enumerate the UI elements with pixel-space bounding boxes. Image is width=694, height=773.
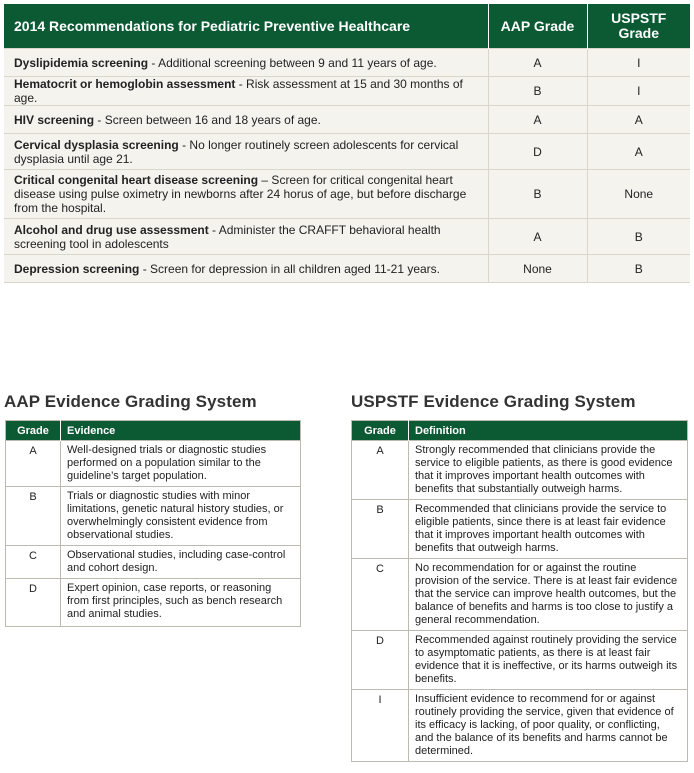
aap-evidence-col-header: Evidence (61, 421, 301, 441)
definition-cell: Insufficient evidence to recommend for or against routinely providing the service, given that evidence of its efficacy is lacking, of poor quality, or conflicting, and the balance of its benefits and harms cannot be determined. (409, 690, 688, 762)
recommendation-cell (4, 219, 488, 255)
aap-grade-cell: None (488, 255, 587, 283)
table-row (352, 441, 688, 500)
aap-grading-title: AAP Evidence Grading System (4, 392, 257, 411)
aap-grade-header: AAP Grade (488, 4, 587, 49)
evidence-cell: Trials or diagnostic studies with minor limitations, genetic natural history studies, or overwhelmingly consistent evidence from observational studies. (61, 487, 301, 546)
uspstf-grade-cell: B (587, 255, 690, 283)
aap-grade-col-header: Grade (6, 421, 61, 441)
recommendation-desc: - Risk assessment at 15 and 30 months of age. (14, 77, 463, 105)
table-row (4, 106, 690, 134)
recommendations-table (4, 4, 690, 283)
grade-cell: B (6, 487, 61, 546)
uspstf-grade-header-line2: Grade (618, 25, 659, 41)
table-row (6, 546, 301, 579)
recommendations-header-row (4, 4, 690, 49)
uspstf-grade-cell: None (587, 170, 690, 219)
aap-grade-cell: A (488, 219, 587, 255)
table-row (352, 559, 688, 631)
recommendation-cell (4, 49, 488, 77)
table-row (352, 690, 688, 762)
aap-grading-header-row (6, 421, 301, 441)
recommendation-name: Alcohol and drug use assessment (14, 222, 209, 237)
aap-grade-cell: D (488, 134, 587, 170)
grade-cell: I (352, 690, 409, 762)
recommendation-cell (4, 255, 488, 283)
table-row (4, 219, 690, 255)
recommendation-desc: - Screen for depression in all children aged 11-21 years. (139, 261, 440, 276)
aap-grading-table (5, 420, 301, 627)
uspstf-grade-cell: I (587, 77, 690, 106)
table-row (6, 579, 301, 627)
uspstf-grade-header (587, 4, 690, 49)
recommendation-desc: - Screen between 16 and 18 years of age. (94, 112, 321, 127)
recommendation-cell (4, 134, 488, 170)
recommendations-title: 2014 Recommendations for Pediatric Preventive Healthcare (4, 4, 488, 49)
uspstf-grading-header-row (352, 421, 688, 441)
grade-cell: B (352, 500, 409, 559)
aap-grade-cell: A (488, 106, 587, 134)
recommendation-name: Hematocrit or hemoglobin assessment (14, 77, 236, 91)
uspstf-grading-title: USPSTF Evidence Grading System (351, 392, 636, 411)
uspstf-definition-col-header: Definition (409, 421, 688, 441)
uspstf-grade-cell: A (587, 106, 690, 134)
recommendation-desc: - Additional screening between 9 and 11 years of age. (148, 55, 437, 70)
uspstf-grade-cell: I (587, 49, 690, 77)
definition-cell: Strongly recommended that clinicians provide the service to eligible patients, as there is good evidence that it improves important health outcomes with benefits that substantially outweigh harms. (409, 441, 688, 500)
recommendation-name: Cervical dysplasia screening (14, 137, 179, 152)
recommendation-desc: - No longer routinely screen adolescents for cervical dysplasia until age 21. (14, 137, 459, 166)
evidence-cell: Observational studies, including case-control and cohort design. (61, 546, 301, 579)
recommendation-desc: - Administer the CRAFFT behavioral health screening tool in adolescents (14, 222, 441, 251)
grade-cell: D (6, 579, 61, 627)
table-row (4, 255, 690, 283)
uspstf-grade-col-header: Grade (352, 421, 409, 441)
recommendation-desc: – Screen for critical congenital heart disease using pulse oximetry in newborns after 24 horus of age, but before discharge from the hospital. (14, 173, 467, 215)
table-row (4, 77, 690, 106)
grade-cell: C (352, 559, 409, 631)
table-row (352, 631, 688, 690)
recommendation-name: Critical congenital heart disease screening (14, 173, 259, 187)
uspstf-grade-cell: A (587, 134, 690, 170)
table-row (4, 49, 690, 77)
grade-cell: A (6, 441, 61, 487)
aap-grade-cell: B (488, 170, 587, 219)
evidence-cell: Expert opinion, case reports, or reasoning from first principles, such as bench research and animal studies. (61, 579, 301, 627)
recommendation-name: HIV screening (14, 112, 95, 127)
uspstf-grade-cell: B (587, 219, 690, 255)
table-row (6, 441, 301, 487)
table-row (352, 500, 688, 559)
grade-cell: D (352, 631, 409, 690)
aap-grade-cell: B (488, 77, 587, 106)
table-row (4, 170, 690, 219)
table-row (4, 134, 690, 170)
recommendation-cell (4, 170, 488, 219)
table-row (6, 487, 301, 546)
definition-cell: Recommended against routinely providing the service to asymptomatic patients, as there is at least fair evidence that it is ineffective, or its harms outweigh its benefits. (409, 631, 688, 690)
recommendation-cell (4, 106, 488, 134)
aap-grade-cell: A (488, 49, 587, 77)
uspstf-grading-table (351, 420, 688, 762)
grade-cell: A (352, 441, 409, 500)
grade-cell: C (6, 546, 61, 579)
recommendation-name: Dyslipidemia screening (14, 55, 149, 70)
definition-cell: No recommendation for or against the routine provision of the service. There is at least fair evidence that the service can improve health outcomes, but the balance of benefits and harms is too close to justify a general recommendation. (409, 559, 688, 631)
uspstf-grade-header-line1: USPSTF (611, 10, 667, 26)
recommendation-name: Depression screening (14, 261, 140, 276)
definition-cell: Recommended that clinicians provide the service to eligible patients, since there is at least fair evidence that it improves important health outcomes with benefits that outweigh harms. (409, 500, 688, 559)
recommendation-cell (4, 77, 488, 106)
evidence-cell: Well-designed trials or diagnostic studies performed on a population similar to the guideline’s target population. (61, 441, 301, 487)
